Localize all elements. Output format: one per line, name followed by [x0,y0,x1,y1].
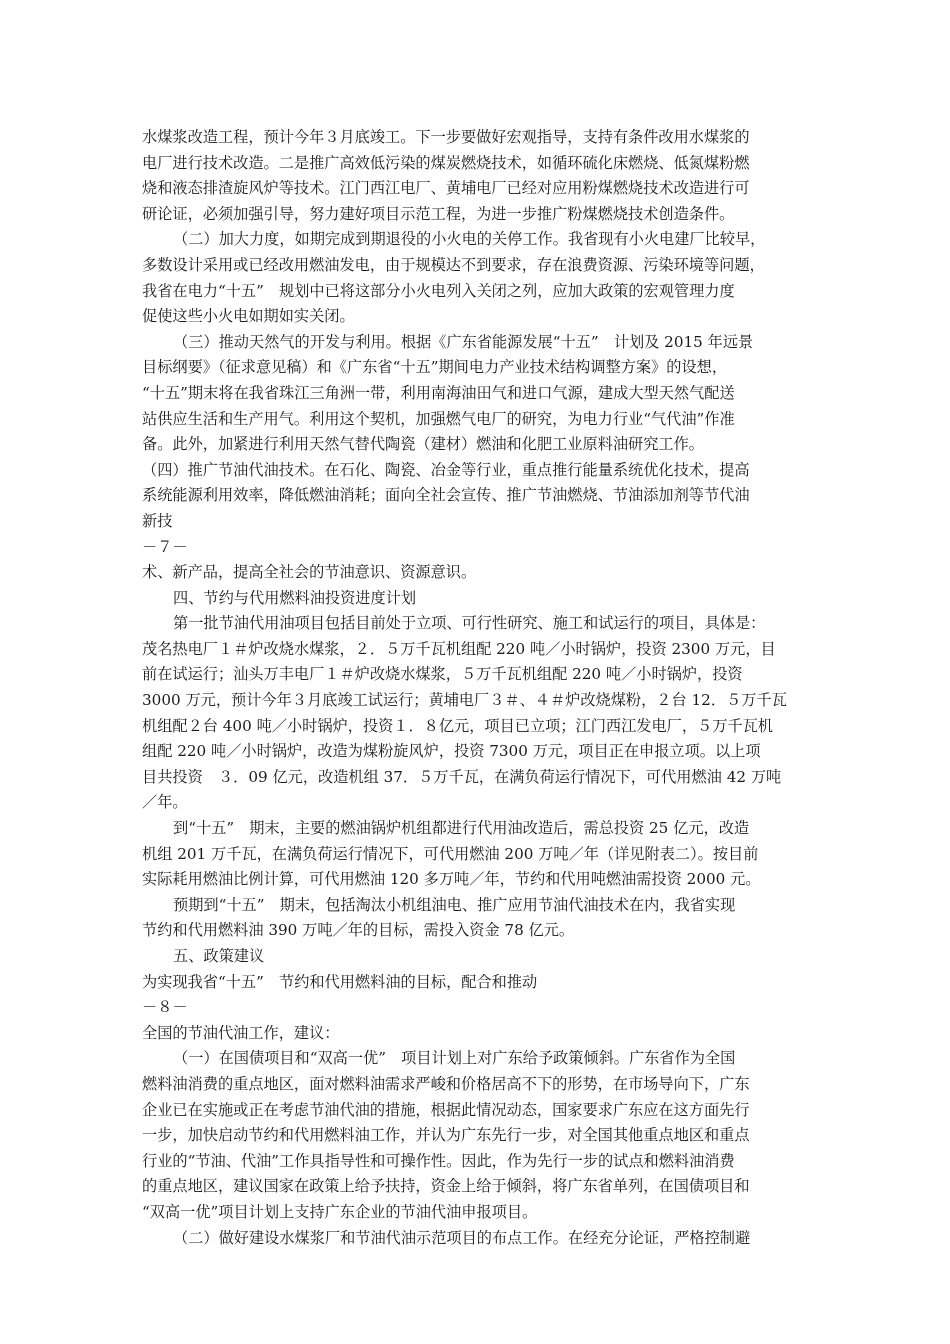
text-line: 机组配２台 400 吨／小时锅炉，投资１．８亿元，项目已立项；江门西江发电厂，５万千瓦机 [142,716,773,735]
text-line: 烧和液态排渣旋风炉等技术。江门西江电厂、黄埔电厂已经对应用粉煤燃烧技术改造进行可 [142,179,750,198]
text-line: 五、政策建议 [173,947,265,965]
text-line: 站供应生活和生产用气。利用这个契机，加强燃气电厂的研究，为电力行业“气代油”作准 [142,409,735,428]
text-line: 前在试运行；汕头万丰电厂１＃炉改烧水煤浆，５万千瓦机组配 220 吨／小时锅炉，投资 [142,665,743,684]
text-line: （一）在国债项目和“双高一优” 项目计划上对广东给予政策倾斜。广东省作为全国 [173,1049,736,1068]
text-line: 术、新产品，提高全社会的节油意识、资源意识。 [142,563,477,582]
text-line: 四、节约与代用燃料油投资进度计划 [173,588,416,607]
text-line: 行业的“节油、代油”工作具指导性和可操作性。因此，作为先行一步的试点和燃料油消费 [142,1151,735,1170]
text-line: 备。此外，加紧进行利用天然气替代陶瓷（建材）燃油和化肥工业原料油研究工作。 [142,435,704,454]
text-line: 节约和代用燃料油 390 万吨／年的目标，需投入资金 78 亿元。 [142,921,575,940]
text-line: 企业已在实施或正在考虑节油代油的措施，根据此情况动态，国家要求广东应在这方面先行 [142,1100,750,1119]
page-number: －７－ [142,537,188,556]
text-line: （二）做好建设水煤浆厂和节油代油示范项目的布点工作。在经充分论证，严格控制避 [173,1228,751,1247]
text-line: 机组 201 万千瓦，在满负荷运行情况下，可代用燃油 200 万吨／年（详见附表二）。按目前 [142,844,759,863]
text-line: 预期到“十五” 期末，包括淘汰小机组油电、推广应用节油代油技术在内，我省实现 [173,895,736,914]
text-line: 3000 万元，预计今年３月底竣工试运行；黄埔电厂３＃、４＃炉改烧煤粉，２台 12．５万千瓦 [142,691,787,710]
text-line: （四）推广节油代油技术。在石化、陶瓷、冶金等行业，重点推行能量系统优化技术，提高 [142,460,750,479]
text-line: 研论证，必须加强引导，努力建好项目示范工程，为进一步推广粉煤燃烧技术创造条件。 [142,204,735,223]
text-line: 目标纲要》（征求意见稿）和《广东省“十五”期间电力产业技术结构调整方案》的设想， [142,358,728,377]
text-line: 一步，加快启动节约和代用燃料油工作，并认为广东先行一步，对全国其他重点地区和重点 [142,1126,750,1145]
text-line: 组配 220 吨／小时锅炉，改造为煤粉旋风炉，投资 7300 万元，项目正在申报立项。以上项 [142,742,761,761]
text-line: （二）加大力度，如期完成到期退役的小火电的关停工作。我省现有小火电建厂比较早， [173,230,766,249]
text-line: 的重点地区，建议国家在政策上给予扶持，资金上给于倾斜，将广东省单列，在国债项目和 [142,1177,750,1196]
text-line: 全国的节油代油工作，建议： [142,1023,340,1042]
text-line: 多数设计采用或已经改用燃油发电，由于规模达不到要求，存在浪费资源、污染环境等问题， [142,255,765,274]
text-line: “双高一优”项目计划上支持广东企业的节油代油申报项目。 [142,1202,538,1221]
text-line: 实际耗用燃油比例计算，可代用燃油 120 多万吨／年，节约和代用吨燃油需投资 2000 元。 [142,870,761,889]
text-line: 到“十五” 期末，主要的燃油锅炉机组都进行代用油改造后，需总投资 25 亿元，改造 [173,819,750,838]
text-line: 我省在电力“十五” 规划中已将这部分小火电列入关闭之列，应加大政策的宏观管理力度 [142,281,735,300]
text-line: 燃料油消费的重点地区，面对燃料油需求严峻和价格居高不下的形势，在市场导向下，广东 [142,1074,750,1093]
text-line: ／年。 [142,793,188,812]
text-line: 系统能源利用效率，降低燃油消耗；面向全社会宣传、推广节油燃烧、节油添加剂等节代油 [142,486,750,505]
text-line: 茂名热电厂１＃炉改烧水煤浆，２．５万千瓦机组配 220 吨／小时锅炉，投资 2300 万元，目 [142,639,776,658]
page-number: －８－ [142,998,188,1017]
text-line: 水煤浆改造工程，预计今年３月底竣工。下一步要做好宏观指导，支持有条件改用水煤浆的 [142,128,750,146]
text-line: “十五”期末将在我省珠江三角洲一带，利用南海油田气和进口气源，建成大型天然气配送 [142,383,735,402]
text-line: 目共投资 ３．09 亿元，改造机组 37．５万千瓦，在满负荷运行情况下，可代用燃油 42 万吨 [142,767,782,786]
text-line: 新技 [142,511,173,530]
document-body [142,125,814,1251]
text-line: （三）推动天然气的开发与利用。根据《广东省能源发展“十五” 计划及 2015 年远景 [173,332,754,351]
text-line: 为实现我省“十五” 节约和代用燃料油的目标，配合和推动 [142,972,538,991]
text-line: 促使这些小火电如期如实关闭。 [142,307,355,326]
text-line: 电厂进行技术改造。二是推广高效低污染的煤炭燃烧技术，如循环硫化床燃烧、低氮煤粉燃 [142,153,750,172]
text-line: 第一批节油代用油项目包括目前处于立项、可行性研究、施工和试运行的项目，具体是： [173,614,766,633]
